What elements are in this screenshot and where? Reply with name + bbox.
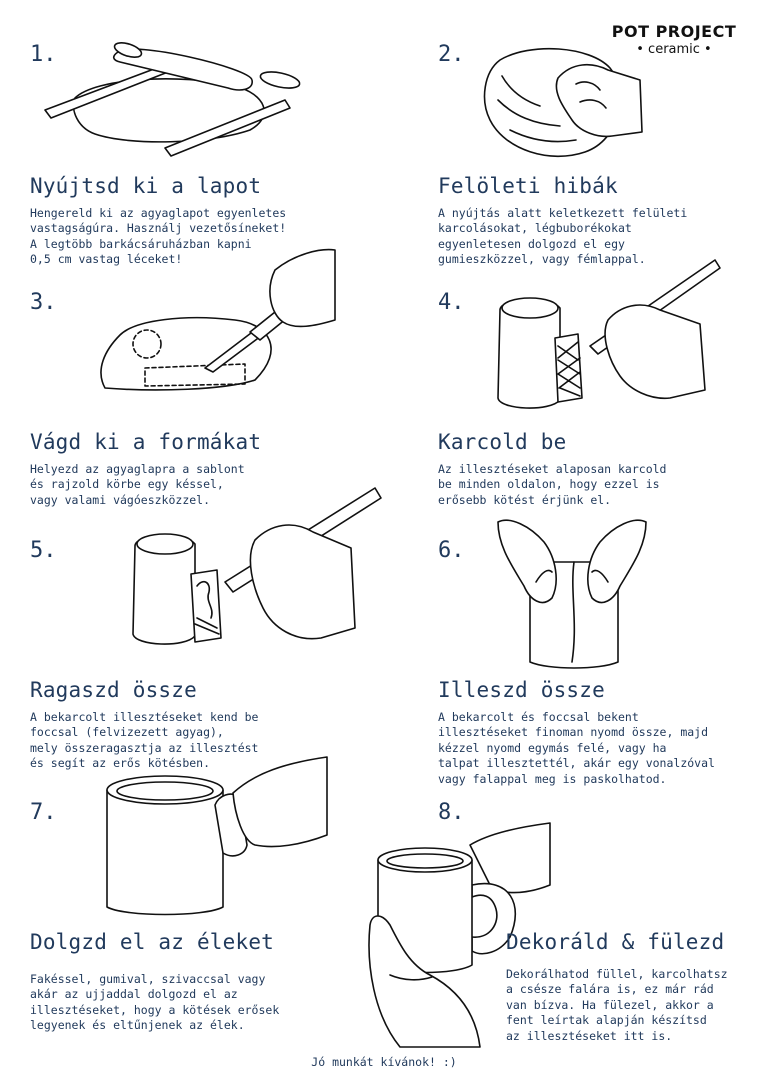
step-2-number: 2. — [438, 42, 465, 67]
step-6-line: talpat illesztettél, akár egy vonalzóval — [438, 756, 715, 771]
step-7-line: akár az ujjaddal dolgozd el az — [30, 987, 238, 1002]
step-1-number: 1. — [30, 42, 57, 67]
step-3-line: Helyezd az agyaglapra a sablont — [30, 462, 245, 476]
step-6-description — [438, 710, 715, 787]
step-4-number: 4. — [438, 290, 465, 315]
step-3-number: 3. — [30, 290, 57, 315]
step-8-number: 8. — [438, 800, 465, 825]
step-7-title: Dolgzd el az éleket — [30, 930, 275, 954]
brand-title: POT PROJECT — [611, 22, 737, 41]
rolling-slab-illustration — [40, 38, 310, 163]
step-7-line: illesztéseket, hogy a kötések erősek — [30, 1002, 280, 1017]
step-6-line: A bekarcolt és foccsal bekent — [438, 710, 639, 724]
step-2-line: egyenletesen dolgozd el egy — [438, 236, 625, 251]
step-7-line: Fakéssel, gumival, szivaccsal vagy — [30, 972, 266, 986]
step-8-line: Dekorálhatod füllel, karcolhatsz — [506, 967, 728, 981]
smoothing-surface-illustration — [480, 40, 650, 165]
step-5-line: és segít az erős kötésben. — [30, 756, 211, 771]
step-4-description — [438, 462, 666, 508]
step-1-line: 0,5 cm vastag léceket! — [30, 252, 183, 267]
step-1-line: vastagságúra. Használj vezetősíneket! — [30, 221, 287, 236]
step-5-line: A bekarcolt illesztéseket kend be — [30, 710, 259, 724]
step-2-title: Felöleti hibák — [438, 174, 618, 198]
cutting-template-illustration — [95, 240, 335, 400]
step-6-line: illesztéseket finoman nyomd össze, majd — [438, 725, 709, 740]
step-6-line: kézzel nyomd egymás felé, vagy ha — [438, 740, 667, 755]
step-5-line: foccsal (felvizezett agyag), — [30, 725, 224, 740]
brand-subtitle: • ceramic • — [636, 42, 712, 57]
step-8-line: a csésze falára is, ez már rád — [506, 982, 714, 997]
footer-message: Jó munkát kívánok! :) — [311, 1055, 457, 1069]
step-1-line: Hengereld ki az agyaglapot egyenletes — [30, 206, 287, 220]
step-3-line: és rajzold körbe egy késsel, — [30, 477, 224, 492]
step-8-title: Dekoráld & fülezd — [506, 930, 725, 954]
step-6-line: vagy falappal meg is paskolhatod. — [438, 771, 667, 786]
step-4-line: be minden oldalon, hogy ezzel is — [438, 477, 660, 492]
step-4-line: erősebb kötést érjünk el. — [438, 492, 612, 507]
applying-slip-illustration — [125, 478, 395, 658]
step-2-line: gumieszközzel, vagy fémlappal. — [438, 252, 646, 267]
step-7-number: 7. — [30, 800, 57, 825]
step-7-line: legyenek és eltűnjenek az élek. — [30, 1018, 245, 1033]
step-1-title: Nyújtsd ki a lapot — [30, 174, 262, 198]
step-8-description — [506, 967, 728, 1044]
joining-seam-illustration — [490, 512, 655, 672]
step-6-number: 6. — [438, 538, 465, 563]
step-4-line: Az illesztéseket alaposan karcold — [438, 462, 667, 476]
step-2-line: karcolásokat, légbuborékokat — [438, 221, 632, 236]
step-8-line: fent leírtak alapján készítsd — [506, 1013, 707, 1028]
step-3-line: vagy valami vágóeszközzel. — [30, 492, 211, 507]
step-8-line: az illesztéseket itt is. — [506, 1028, 673, 1043]
step-3-title: Vágd ki a formákat — [30, 430, 262, 454]
step-8-line: van bízva. Ha fülezel, akkor a — [506, 997, 714, 1012]
step-6-title: Illeszd össze — [438, 678, 605, 702]
step-4-title: Karcold be — [438, 430, 567, 454]
step-5-title: Ragaszd össze — [30, 678, 197, 702]
step-5-line: mely összeragasztja az illesztést — [30, 740, 259, 755]
step-2-line: A nyújtás alatt keletkezett felületi — [438, 206, 688, 220]
scoring-joint-illustration — [490, 250, 725, 415]
step-1-line: A legtöbb barkácsáruházban kapni — [30, 236, 252, 251]
step-5-number: 5. — [30, 538, 57, 563]
step-7-description — [30, 972, 279, 1034]
smoothing-edges-illustration — [105, 745, 330, 920]
